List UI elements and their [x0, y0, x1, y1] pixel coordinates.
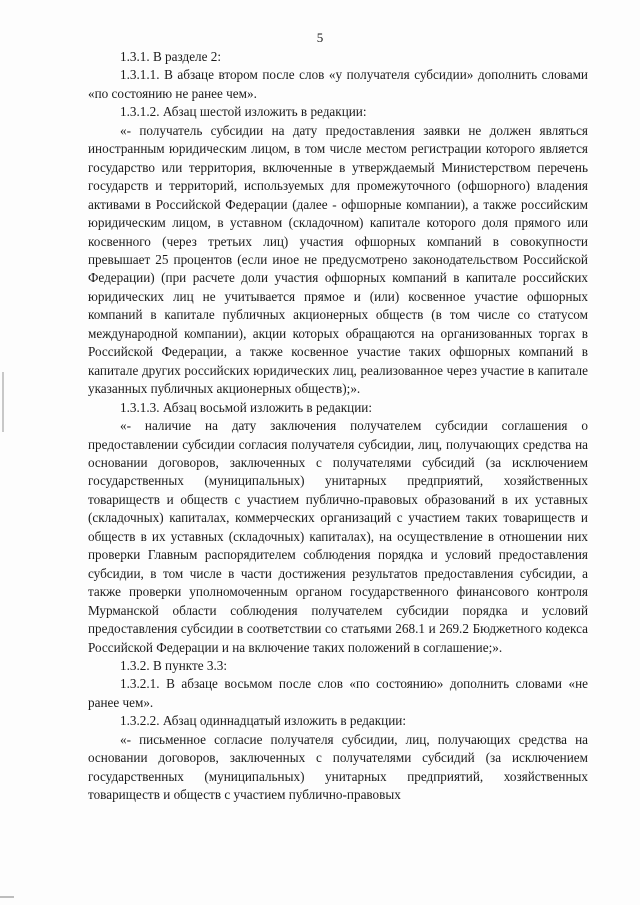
section-heading-1-3-1-2: 1.3.1.2. Абзац шестой изложить в редакции:: [120, 104, 367, 120]
section-heading-1-3-2-2: 1.3.2.2. Абзац одиннадцатый изложить в редакции:: [120, 713, 407, 729]
paragraph-1-3-2-1: 1.3.2.1. В абзаце восьмом после слов «по состоянию» дополнить словами «не ранее чем».: [88, 676, 588, 710]
paragraph-abzac-6: «- получатель субсидии на дату предоставления заявки не должен являться иностранным юридическим лицом, в том числе местом регистрации которого является государство или территория, включенные в утверждаемый Министерством перечень государств и территорий, используемых для промежуточного (офшорного) владения активами в Российской Федерации (далее - офшорные компании), а также российским юридическим лицом, в уставном (складочном) капитале которого доля прямого или косвенного (через третьих лиц) участия офшорных компаний в совокупности превышает 25 процентов (если иное не предусмотрено законодательством Российской Федерации) (при расчете доли участия офшорных компаний в капитале российских юридических лиц не учитывается прямое и (или) косвенное участие офшорных компаний в капитале публичных акционерных обществ (в том числе со статусом международной компании), акции которых обращаются на организованных торгах в Российской Федерации, а также косвенное участие таких офшорных компаний в капитале других российских юридических лиц, реализованное через участие в капитале указанных публичных акционерных обществ);».: [88, 122, 588, 397]
page-number: 5: [316, 30, 324, 45]
paragraph-abzac-11: «- письменное согласие получателя субсидии, лиц, получающих средства на основании договоров, заключенных с получателями субсидий (за исключением государственных (муниципальных) унитарных предприятий, хозяйственных товариществ и обществ с участием публично-правовых: [88, 731, 588, 803]
paragraph-abzac-8: «- наличие на дату заключения получателем субсидии соглашения о предоставлении субсидии согласия получателя субсидии, лиц, получающих средства на основании договоров, заключенных с получателями субсидий (за исключением государственных (муниципальных) унитарных предприятий, хозяйственных товариществ и обществ с участием публично-правовых образований в их уставных (складочных) капиталах, коммерческих организаций с участием таких товариществ и обществ в их уставных (складочных) капиталах), на осуществление в отношении них проверки Главным распорядителем соблюдения порядка и условий предоставления субсидии, в том числе в части достижения результатов предоставления субсидии, а также проверки уполномоченным органом государственного финансового контроля Мурманской области соблюдения получателем субсидии порядка и условий предоставления субсидии в соответствии со статьями 268.1 и 269.2 Бюджетного кодекса Российской Федерации и на включение таких положений в соглашение;».: [88, 418, 588, 655]
scan-margin-mark: [2, 372, 4, 432]
section-heading-1-3-2: 1.3.2. В пункте 3.3:: [120, 657, 228, 673]
document-text: [88, 48, 588, 805]
section-heading-1-3-1: 1.3.1. В разделе 2:: [120, 49, 222, 64]
paragraph-1-3-1-1: 1.3.1.1. В абзаце втором после слов «у получателя субсидии» дополнить словами «по состоянию не ранее чем».: [88, 67, 588, 101]
section-heading-1-3-1-3: 1.3.1.3. Абзац восьмой изложить в редакции:: [120, 399, 373, 415]
scan-corner-mark: [0, 896, 14, 898]
